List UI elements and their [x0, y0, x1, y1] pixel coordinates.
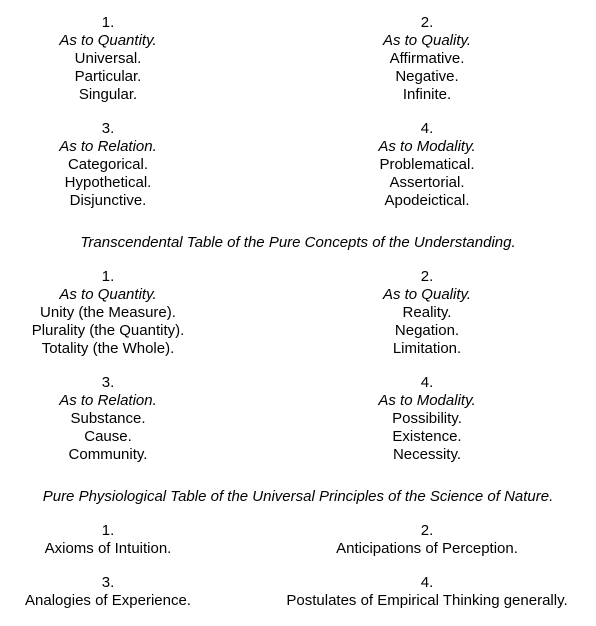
group-item: Apodeictical.: [384, 192, 470, 209]
group-item: Substance.: [70, 410, 146, 427]
logical-relation-group: [0, 120, 216, 210]
transcendental-modality-group: [258, 374, 596, 464]
group-item: Singular.: [78, 86, 138, 103]
logical-quality-group: [258, 14, 596, 104]
group-heading: As to Quantity.: [59, 286, 157, 303]
group-number: 3.: [101, 574, 115, 591]
group-heading: As to Modality.: [378, 392, 476, 409]
group-item: Problematical.: [379, 156, 475, 173]
group-heading: As to Quality.: [382, 32, 472, 49]
group-item: Negation.: [394, 322, 460, 339]
group-item: Limitation.: [392, 340, 462, 357]
group-heading: As to Modality.: [378, 138, 476, 155]
group-item: Anticipations of Perception.: [336, 540, 518, 557]
group-number: 4.: [420, 574, 434, 591]
group-item: Cause.: [84, 428, 132, 445]
group-number: 1.: [101, 268, 115, 285]
group-heading: As to Quantity.: [59, 32, 157, 49]
transcendental-quantity-group: [0, 268, 216, 358]
group-item: Negative.: [395, 68, 459, 85]
physiological-second-group: [258, 522, 596, 558]
group-item: Axioms of Intuition.: [44, 540, 172, 557]
group-item: Universal.: [74, 50, 142, 67]
group-heading: As to Quality.: [382, 286, 472, 303]
group-item: Necessity.: [392, 446, 462, 463]
group-item: Existence.: [392, 428, 462, 445]
group-item: Unity (the Measure).: [40, 304, 176, 321]
group-number: 2.: [420, 14, 434, 31]
group-item: Postulates of Empirical Thinking generally.: [286, 592, 568, 609]
logical-quantity-group: [0, 14, 216, 104]
group-number: 3.: [101, 374, 115, 391]
group-item: Analogies of Experience.: [25, 592, 191, 609]
group-number: 4.: [420, 120, 434, 137]
group-item: Possibility.: [392, 410, 462, 427]
group-heading: As to Relation.: [59, 138, 157, 155]
group-number: 2.: [420, 268, 434, 285]
transcendental-relation-group: [0, 374, 216, 464]
group-number: 1.: [101, 522, 115, 539]
logical-modality-group: [258, 120, 596, 210]
group-item: Assertorial.: [389, 174, 465, 191]
transcendental-quality-group: [258, 268, 596, 358]
group-number: 1.: [101, 14, 115, 31]
group-number: 3.: [101, 120, 115, 137]
group-item: Reality.: [402, 304, 452, 321]
group-item: Plurality (the Quantity).: [31, 322, 185, 339]
group-item: Disjunctive.: [69, 192, 147, 209]
physiological-table-caption: Pure Physiological Table of the Universal Principles of the Science of Nature.: [42, 488, 554, 505]
group-item: Affirmative.: [389, 50, 465, 67]
transcendental-table-caption: Transcendental Table of the Pure Concepts of the Understanding.: [80, 234, 516, 251]
group-item: Hypothetical.: [64, 174, 152, 191]
group-number: 4.: [420, 374, 434, 391]
group-item: Community.: [68, 446, 148, 463]
physiological-third-group: [0, 574, 216, 610]
group-heading: As to Relation.: [59, 392, 157, 409]
group-item: Totality (the Whole).: [41, 340, 175, 357]
group-item: Particular.: [74, 68, 142, 85]
group-number: 2.: [420, 522, 434, 539]
physiological-first-group: [0, 522, 216, 558]
group-item: Categorical.: [67, 156, 149, 173]
group-item: Infinite.: [402, 86, 452, 103]
physiological-fourth-group: [258, 574, 596, 610]
